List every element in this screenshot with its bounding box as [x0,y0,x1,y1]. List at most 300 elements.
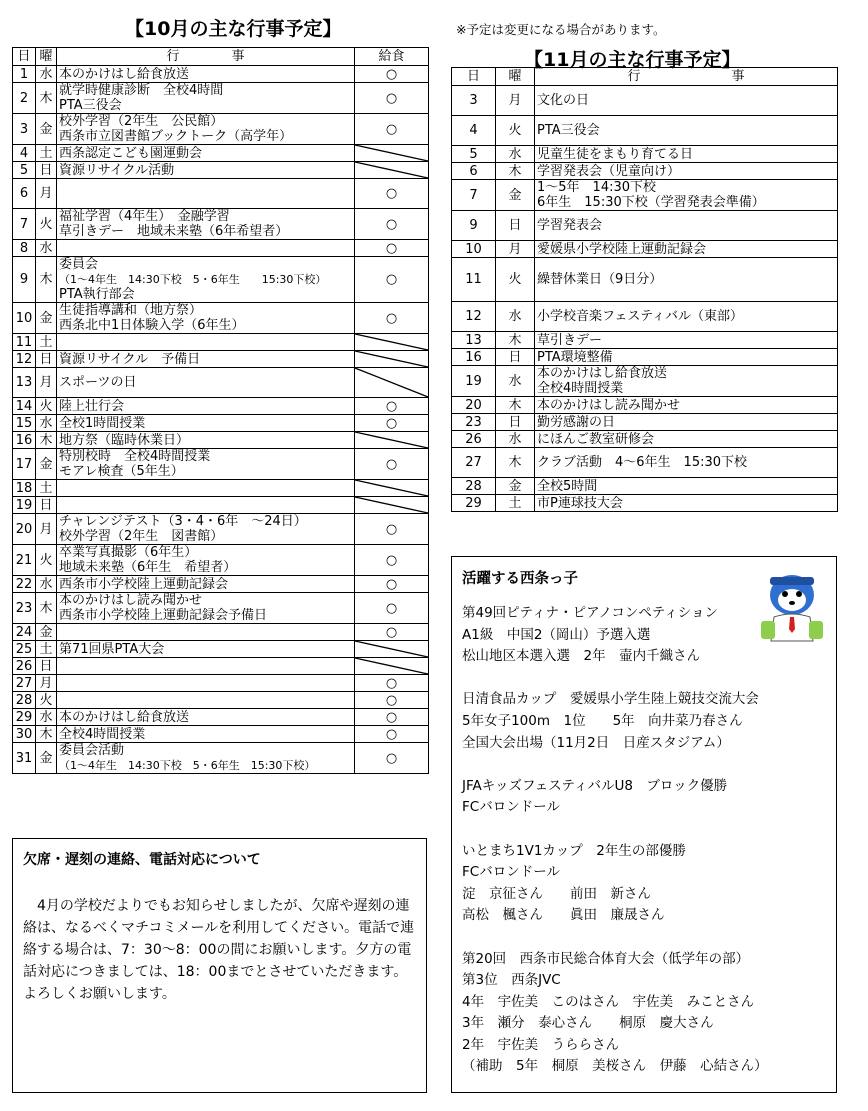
event-line: チャレンジテスト（3・4・6年 ～24日） [59,514,307,529]
weekday-cell: 水 [36,240,57,257]
activities-box [451,556,837,1093]
events-cell [57,66,355,83]
events-cell [57,692,355,709]
lunch-cell [355,257,429,303]
weekday-cell: 木 [496,332,535,349]
day-cell: 16 [13,432,36,449]
day-cell: 6 [452,163,496,180]
lunch-mark: ○ [385,600,398,616]
table-row [452,146,838,163]
weekday-cell: 火 [36,692,57,709]
lunch-mark: ○ [385,272,398,287]
events-cell [57,709,355,726]
table-row [13,641,429,658]
event-line: 資源リサイクル活動 [59,162,175,178]
table-row [452,241,838,258]
header-weekday: 曜 [36,48,57,66]
events-cell [57,415,355,432]
header-weekday: 曜 [496,68,535,86]
activity-line [462,819,768,841]
event-line: 西条北中1日体験入学（6年生） [59,318,245,333]
weekday-cell: 水 [496,431,535,448]
events-cell [535,366,838,397]
activity-line: FCバロンドール [462,799,560,816]
day-cell: 20 [452,397,496,414]
lunch-mark: ○ [385,576,398,592]
day-cell: 8 [13,240,36,257]
event-line: 市P連球技大会 [537,495,623,511]
day-cell: 3 [13,114,36,145]
day-cell: 7 [13,209,36,240]
day-cell: 13 [13,368,36,398]
event-line: 西条認定こども園運動会 [59,145,203,161]
weekday-cell: 木 [36,83,57,114]
lunch-cell [355,145,429,162]
lunch-cell [355,658,429,675]
day-cell: 20 [13,514,36,545]
events-cell [57,114,355,145]
weekday-cell: 土 [36,145,57,162]
events-cell [535,448,838,478]
day-cell: 29 [13,709,36,726]
day-cell: 29 [452,495,496,512]
events-cell [57,449,355,480]
weekday-cell: 水 [36,415,57,432]
lunch-mark: ○ [385,675,398,691]
event-line: 陸上壮行会 [59,398,125,414]
table-row [452,211,838,241]
table-row [452,86,838,116]
lunch-cell [355,709,429,726]
activities-title: 活躍する西条っ子 [462,571,578,587]
events-cell [57,658,355,675]
day-cell: 31 [13,743,36,774]
day-cell: 10 [13,303,36,334]
notice-box [12,838,427,1093]
table-row [452,349,838,366]
activity-line: 4年 宇佐美 このはさん 宇佐美 みことさん [462,993,755,1010]
table-header-row [452,68,838,86]
lunch-cell [355,398,429,415]
table-row [452,302,838,332]
header-day: 日 [452,68,496,86]
table-row [13,593,429,624]
activity-line: 淀 京征さん 前田 新さん [462,885,651,902]
table-row [452,414,838,431]
event-line: 全校4時間授業 [59,726,146,742]
event-line: 草引きデー [537,332,603,348]
event-line: 繰替休業日（9日分） [537,272,663,287]
day-cell: 22 [13,576,36,593]
header-lunch: 給食 [355,48,429,66]
events-cell [57,162,355,179]
weekday-cell: 木 [36,257,57,303]
day-cell: 9 [13,257,36,303]
day-cell: 16 [452,349,496,366]
event-line: （1～4年生 14:30下校 5・6年生 15:30下校） [59,759,316,772]
lunch-cell [355,692,429,709]
event-line: 全校4時間授業 [537,381,624,396]
table-row [13,658,429,675]
activity-line: FCバロンドール [462,864,560,881]
day-cell: 19 [13,497,36,514]
lunch-cell [355,83,429,114]
event-line: PTA三役会 [537,123,600,138]
table-row [452,366,838,397]
table-row [13,209,429,240]
weekday-cell: 水 [36,66,57,83]
lunch-mark: ○ [385,456,398,472]
event-line: 文化の日 [537,93,590,108]
event-line: 委員会活動 [59,743,125,758]
events-cell [535,146,838,163]
table-row [13,83,429,114]
table-header-row [13,48,429,66]
day-cell: 4 [452,116,496,146]
weekday-cell: 火 [496,116,535,146]
lunch-cell [355,368,429,398]
lunch-cell [355,334,429,351]
weekday-cell: 月 [36,179,57,209]
day-cell: 17 [13,449,36,480]
activity-line [462,754,768,776]
table-row [13,726,429,743]
day-cell: 1 [13,66,36,83]
lunch-cell [355,743,429,774]
event-line: 生徒指導講和（地方祭） [59,303,203,318]
event-line: 児童生徒をまもり育てる日 [537,146,694,162]
event-line: 学習発表会（児童向け） [537,163,681,179]
weekday-cell: 火 [36,545,57,576]
table-row [452,397,838,414]
table-row [452,332,838,349]
weekday-cell: 水 [496,366,535,397]
day-cell: 11 [452,258,496,302]
event-line: 本のかけはし給食放送 [59,709,190,725]
event-line: PTA執行部会 [59,287,135,302]
table-row [13,449,429,480]
table-row [13,576,429,593]
day-cell: 19 [452,366,496,397]
events-cell [57,240,355,257]
weekday-cell: 金 [496,478,535,495]
lunch-cell [355,240,429,257]
events-cell [57,593,355,624]
october-title: 【10月の主な行事予定】 [125,18,342,40]
table-row [13,66,429,83]
weekday-cell: 水 [36,709,57,726]
weekday-cell: 金 [36,114,57,145]
weekday-cell: 火 [36,398,57,415]
event-line: 1～5年 14:30下校 [537,180,657,195]
event-line: 全校1時間授業 [59,415,146,431]
schedule-note: ※予定は変更になる場合があります。 [456,22,666,37]
lunch-cell [355,303,429,334]
notice-body: 4月の学校だよりでもお知らせしましたが、欠席や遅刻の連絡は、なるべくマチコミメールを利用してください。電話で連絡する場合は、7：30～8：00の間にお願いします。夕方の電話対応につきましては、18：00までとさせていただきます。よろしくお願いします。 [23,898,415,1002]
events-cell [535,397,838,414]
table-row [13,692,429,709]
weekday-cell: 木 [36,432,57,449]
event-line: 第71回県PTA大会 [59,641,165,657]
events-cell [535,302,838,332]
activities-list [462,603,768,1078]
events-cell [535,180,838,211]
table-row [452,116,838,146]
events-cell [57,398,355,415]
weekday-cell: 金 [36,743,57,774]
weekday-cell: 月 [36,368,57,398]
event-line: 資源リサイクル 予備日 [59,351,201,367]
table-row [452,431,838,448]
events-cell [57,145,355,162]
event-line: にほんご教室研修会 [537,431,655,447]
day-cell: 28 [13,692,36,709]
day-cell: 10 [452,241,496,258]
event-line: 草引きデー 地域未来塾（6年希望者） [59,224,289,239]
event-line: 本のかけはし読み聞かせ [59,593,203,608]
table-row [13,480,429,497]
event-line: 福祉学習（4年生） 金融学習 [59,209,230,224]
weekday-cell: 月 [496,86,535,116]
activity-line: 第49回ピティナ・ピアノコンペティション [462,605,718,621]
events-cell [57,675,355,692]
table-row [13,334,429,351]
october-schedule-table [12,47,429,774]
day-cell: 2 [13,83,36,114]
events-cell [535,116,838,146]
event-line: 校外学習（2年生 公民館） [59,114,224,129]
lunch-cell [355,593,429,624]
weekday-cell: 木 [496,397,535,414]
no-lunch-slash [355,368,428,397]
table-row [13,514,429,545]
weekday-cell: 水 [496,302,535,332]
day-cell: 13 [452,332,496,349]
event-line: 学習発表会 [537,218,603,233]
events-cell [535,349,838,366]
day-cell: 25 [13,641,36,658]
lunch-mark: ○ [385,240,398,256]
event-line: 愛媛県小学校陸上運動記録会 [537,241,707,257]
table-row [13,257,429,303]
activity-line: 5年女子100m 1位 5年 向井菜乃春さん [462,712,743,729]
lunch-cell [355,351,429,368]
no-lunch-slash [355,145,428,161]
lunch-cell [355,641,429,658]
no-lunch-slash [355,432,428,448]
lunch-cell [355,675,429,692]
weekday-cell: 木 [496,448,535,478]
lunch-mark: ○ [385,216,398,232]
event-line: 本のかけはし給食放送 [537,366,668,381]
day-cell: 26 [452,431,496,448]
events-cell [535,495,838,512]
weekday-cell: 日 [496,414,535,431]
table-row [13,368,429,398]
day-cell: 5 [452,146,496,163]
day-cell: 23 [452,414,496,431]
weekday-cell: 月 [496,241,535,258]
events-cell [535,414,838,431]
weekday-cell: 月 [36,514,57,545]
event-line: 委員会 [59,257,99,272]
events-cell [535,431,838,448]
events-cell [57,368,355,398]
weekday-cell: 日 [496,211,535,241]
no-lunch-slash [355,641,428,657]
table-row [13,709,429,726]
no-lunch-slash [355,497,428,513]
event-line: 西条市小学校陸上運動記録会予備日 [59,608,268,623]
activity-line: 第20回 西条市民総合体育大会（低学年の部） [462,950,750,967]
lunch-cell [355,114,429,145]
events-cell [535,478,838,495]
event-line: 本のかけはし給食放送 [59,66,190,82]
day-cell: 12 [13,351,36,368]
lunch-mark: ○ [385,121,398,137]
lunch-cell [355,576,429,593]
events-cell [57,514,355,545]
event-line: 全校5時間 [537,478,598,494]
table-row [13,743,429,774]
table-row [13,675,429,692]
lunch-mark: ○ [385,66,398,82]
event-line: クラブ活動 4～6年生 15:30下校 [537,455,748,470]
day-cell: 6 [13,179,36,209]
lunch-cell [355,480,429,497]
events-cell [57,480,355,497]
weekday-cell: 日 [36,497,57,514]
lunch-mark: ○ [385,552,398,568]
event-line: 地域未来塾（6年生 希望者） [59,560,237,575]
event-line: 勤労感謝の日 [537,414,616,430]
day-cell: 30 [13,726,36,743]
table-row [452,478,838,495]
day-cell: 21 [13,545,36,576]
activity-line: いとまち1V1カップ 2年生の部優勝 [462,842,686,859]
activity-line: 高松 楓さん 眞田 廉晟さん [462,907,665,924]
activity-line: 全国大会出場（11月2日 日産スタジアム） [462,734,730,751]
event-line: 本のかけはし読み聞かせ [537,397,681,413]
weekday-cell: 金 [496,180,535,211]
event-line: 6年生 15:30下校（学習発表会準備） [537,195,765,210]
header-day: 日 [13,48,36,66]
events-cell [57,351,355,368]
lunch-cell [355,162,429,179]
table-row [13,240,429,257]
activity-line: （補助 5年 桐原 美桜さん 伊藤 心結さん） [462,1058,768,1075]
lunch-cell [355,179,429,209]
lunch-cell [355,545,429,576]
table-row [13,179,429,209]
event-line: 校外学習（2年生 図書館） [59,529,224,544]
table-row [13,351,429,368]
lunch-cell [355,624,429,641]
day-cell: 4 [13,145,36,162]
events-cell [535,86,838,116]
table-row [452,163,838,180]
weekday-cell: 日 [496,349,535,366]
events-cell [57,576,355,593]
activity-line: 日清食品カップ 愛媛県小学生陸上競技交流大会 [462,691,759,708]
activity-line [462,927,768,949]
day-cell: 26 [13,658,36,675]
events-cell [57,83,355,114]
table-row [452,495,838,512]
table-row [13,145,429,162]
no-lunch-slash [355,334,428,350]
lunch-cell [355,449,429,480]
events-cell [57,179,355,209]
table-row [13,398,429,415]
weekday-cell: 土 [36,334,57,351]
events-cell [535,163,838,180]
activity-line [462,668,768,690]
november-title: 【11月の主な行事予定】 [524,49,741,71]
events-cell [57,497,355,514]
event-line: PTA三役会 [59,98,122,113]
weekday-cell: 水 [496,146,535,163]
lunch-mark: ○ [385,521,398,537]
lunch-mark: ○ [385,310,398,326]
table-row [13,432,429,449]
no-lunch-slash [355,480,428,496]
weekday-cell: 金 [36,449,57,480]
header-events: 行 事 [57,48,355,66]
weekday-cell: 木 [36,726,57,743]
event-line: 地方祭（臨時休業日） [59,432,190,448]
events-cell [535,241,838,258]
events-cell [57,743,355,774]
weekday-cell: 火 [36,209,57,240]
events-cell [57,726,355,743]
weekday-cell: 木 [36,593,57,624]
weekday-cell: 月 [36,675,57,692]
events-cell [57,432,355,449]
table-row [13,415,429,432]
table-row [452,448,838,478]
day-cell: 5 [13,162,36,179]
day-cell: 28 [452,478,496,495]
event-line: 西条市小学校陸上運動記録会 [59,576,229,592]
day-cell: 18 [13,480,36,497]
day-cell: 27 [452,448,496,478]
day-cell: 15 [13,415,36,432]
event-line: （1～4年生 14:30下校 5・6年生 15:30下校） [59,273,327,286]
lunch-mark: ○ [385,726,398,742]
table-row [13,162,429,179]
no-lunch-slash [355,351,428,367]
lunch-cell [355,415,429,432]
table-row [13,624,429,641]
weekday-cell: 日 [36,162,57,179]
weekday-cell: 土 [36,480,57,497]
lunch-cell [355,726,429,743]
event-line: PTA環境整備 [537,349,613,365]
lunch-mark: ○ [385,709,398,725]
day-cell: 7 [452,180,496,211]
weekday-cell: 日 [36,658,57,675]
notice-title: 欠席・遅刻の連絡、電話対応について [23,852,261,868]
lunch-cell [355,497,429,514]
event-line: スポーツの日 [59,375,137,390]
weekday-cell: 金 [36,624,57,641]
weekday-cell: 土 [36,641,57,658]
table-row [452,258,838,302]
day-cell: 12 [452,302,496,332]
lunch-cell [355,514,429,545]
activity-line: 松山地区本選入選 2年 壷内千織さん [462,648,701,665]
